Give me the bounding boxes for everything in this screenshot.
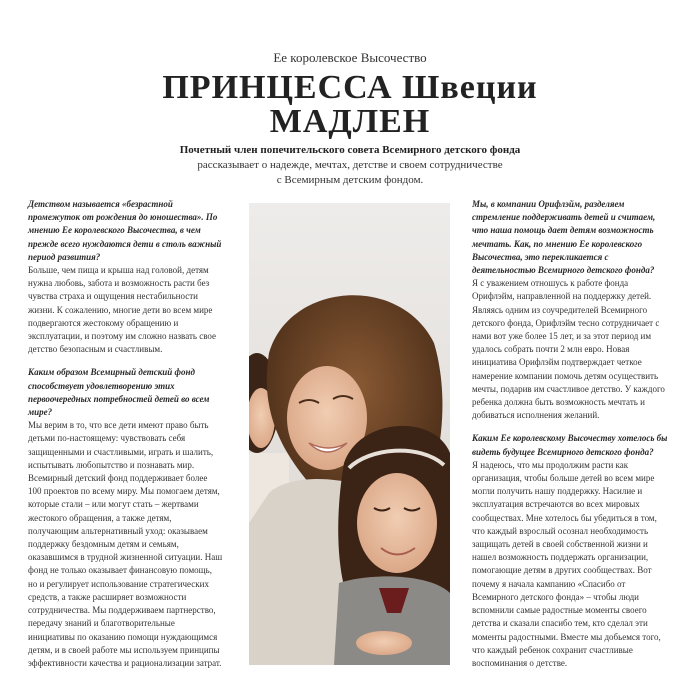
header-subtitle: Ее королевское Высочество <box>273 50 427 65</box>
lead-line-2: рассказывает о надежде, мечтах, детстве и своем сотрудничестве <box>197 159 503 171</box>
article-header <box>0 50 700 188</box>
lead-line-3: с Всемирным детским фондом. <box>276 174 424 186</box>
right-answer-2: Я надеюсь, что мы продолжим расти как организация, чтобы больше детей во всем мире могли получить нашу поддержку. Насилие и эксплуатация встречаются во всех мировых сообществах. Мне хотелось бы убедиться в том, что каждый взрослый осознал необходимость защищать детей в своей собственной жизни и нашел возможность поддержать организации, помогающие детям в других сообществах. Вот почему я начала кампанию «Спасибо от Всемирного детского фонда» – чтобы люди вспомнили самые радостные моменты своего детства и сказали спасибо тем, кто сделал эти моменты радостными. Вместе мы добьемся того, что каждый ребенок сохранит счастливые воспоминания о детстве. <box>472 459 661 668</box>
lead-text <box>0 143 700 188</box>
right-answer-1: Я с уважением отношусь к работе фонда Орифлэйм, направленной на поддержку детей. Являясь одним из соучредителей Всемирного детского фонда, Орифлэйм тесно сотрудничает с нами вот уже более 15 лет, и за этот период им удалось собрать почти 2 млн евро. Новая инициатива Орифлэйм подтверждает четкое намерение компании помочь детям осуществить мечты, подарив им счастливое детство. У каждого ребенка должна быть возможность мечтать и добиваться исполнения желаний. <box>472 278 665 421</box>
left-answer-1: Больше, чем пища и крыша над головой, детям нужна любовь, забота и возможность расти без чувства страха и ощущения нестабильности жизни. К сожалению, многие дети во всем мире подвергаются жестокому обращению и эксплуатации, и поэтому им сложно назвать свое детство безопасным и счастливым. <box>28 265 217 355</box>
photo-illustration <box>249 203 450 665</box>
hands <box>356 631 412 655</box>
left-question-2: Каким образом Всемирный детский фонд способствует удовлетворению этих первоочередных потребностей детей во всем мире? <box>28 367 210 418</box>
left-question-1: Детством называется «безрастной промежуток от рождения до юношества». По мнению Ее королевского Высочества, в чем прежде всего нуждаются дети в столь важный период развития? <box>28 199 222 262</box>
girl-face <box>357 473 437 573</box>
right-question-1: Мы, в компании Орифлэйм, разделяем стремление поддерживать детей и считаем, что наша помощь дает детям возможность мечтать. Как, по мнению Ее королевского Высочества, это перекликается с деятельностью Всемирного детского фонда? <box>472 199 656 276</box>
left-answer-2: Мы верим в то, что все дети имеют право быть детьми по-настоящему: чувствовать себя защищенными и счастливыми, играть и шалить, испытывать любопытство и познавать мир. Всемирный детский фонд поддерживает более 100 проектов по всему миру. Мы помогаем детям, которые стали – или могут стать – жертвами жестокого обращения, а также детям, получающим альтернативный уход: оказываем поддержку бездомным детям и семьям, оказавшимся в трудной жизненной ситуации. Наш фонд не только оказывает финансовую помощь, но и регулирует использование стратегических средств, а также расширяет возможности сотрудничества. Мы поддерживаем партнерство, передачу знаний и благотворительные инициативы по оказанию помощи нуждающимся детям, и в своей работе мы используем принципы эффективности качества и рационализации затрат. <box>28 420 223 668</box>
lead-bold: Почетный член попечительского совета Всемирного детского фонда <box>179 144 521 156</box>
right-question-2: Каким Ее королевскому Высочеству хотелось бы видеть будущее Всемирного детского фонда? <box>472 433 668 457</box>
left-column <box>28 198 223 680</box>
title-line-1: ПРИНЦЕССА Швеции <box>162 69 538 106</box>
photo-princess-with-children <box>249 203 450 665</box>
title-line-2: МАДЛЕН <box>269 103 431 140</box>
right-column <box>472 198 670 680</box>
